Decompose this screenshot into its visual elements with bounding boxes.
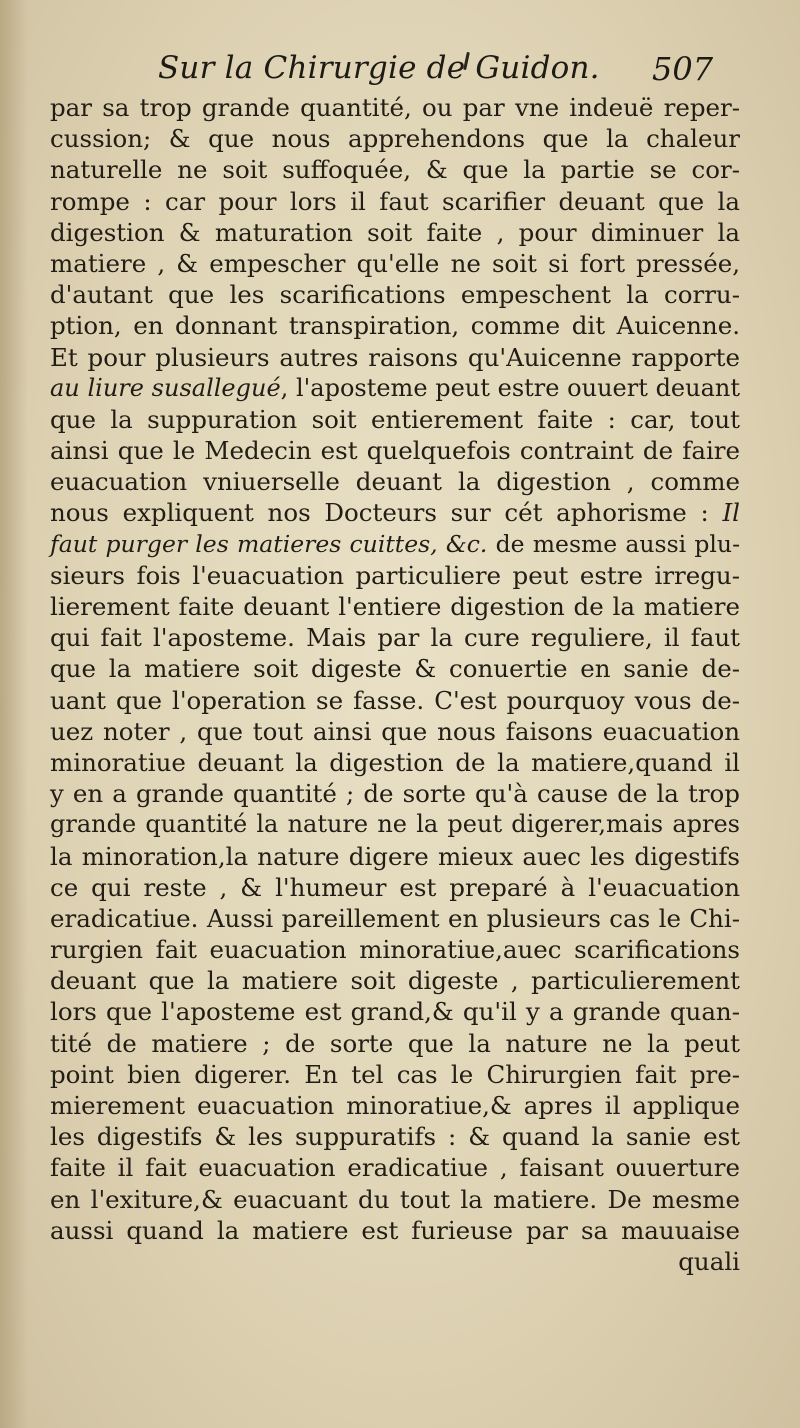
running-title: Sur la Chirurgie de Guidon.	[158, 50, 600, 86]
text-line	[50, 560, 740, 591]
text-run: naturelle ne soit suffoquée, & que la partie se cor-	[50, 155, 740, 185]
text-line	[50, 1059, 740, 1090]
text-run: tité de matiere ; de sorte que la nature ne la peut	[50, 1028, 740, 1058]
text-run: cussion; & que nous apprehendons que la chaleur	[50, 124, 740, 154]
text-line	[50, 373, 740, 404]
text-run: aussi quand la matiere est furieuse par sa mauuaise	[50, 1215, 740, 1245]
text-line	[50, 591, 740, 622]
text-run: quali	[678, 1246, 740, 1276]
text-run: rurgien fait euacuation minoratiue,auec scarifications	[50, 935, 740, 965]
text-run: grande quantité la nature ne la peut digerer,mais apres	[50, 810, 740, 839]
text-line	[50, 934, 740, 965]
text-run: faite il fait euacuation eradicatiue , faisant ouuerture	[50, 1153, 740, 1183]
text-run: y en a grande quantité ; de sorte qu'à cause de la trop	[50, 779, 740, 809]
text-line	[50, 841, 740, 872]
text-line	[50, 996, 740, 1027]
text-line	[50, 310, 740, 341]
text-line	[50, 1152, 740, 1183]
text-line	[50, 1246, 740, 1277]
text-line	[50, 778, 740, 809]
text-line	[50, 123, 740, 154]
italic-run: Il	[722, 498, 740, 528]
text-run: matiere , & empescher qu'elle ne soit si fort pressée,	[50, 248, 740, 278]
text-line	[50, 622, 740, 653]
text-run: ainsi que le Medecin est quelquefois contraint de faire	[50, 436, 740, 466]
italic-run: au liure susallegué	[50, 373, 281, 402]
text-run: euacuation vniuerselle deuant la digestion , comme	[50, 467, 740, 497]
text-run: les digestifs & les suppuratifs : & quand la sanie est	[50, 1122, 740, 1152]
text-run: minoratiue deuant la digestion de la matiere,quand il	[50, 747, 740, 777]
text-run: uant que l'operation se fasse. C'est pourquoy vous de-	[50, 685, 740, 715]
text-line	[50, 404, 740, 435]
italic-run: faut purger les matieres cuittes, &c.	[50, 529, 488, 558]
text-line	[50, 1090, 740, 1121]
text-run: la minoration,la nature digere mieux auec les digestifs	[50, 841, 740, 871]
text-run: ption, en donnant transpiration, comme dit Auicenne.	[50, 311, 740, 341]
text-line	[50, 716, 740, 747]
text-line	[50, 903, 740, 934]
text-line	[50, 1184, 740, 1215]
text-run: de mesme aussi plu-	[487, 529, 741, 558]
text-run: Et pour plusieurs autres raisons qu'Auicenne rapporte	[50, 342, 740, 372]
text-run: point bien digerer. En tel cas le Chirurgien fait pre-	[50, 1059, 740, 1089]
text-line	[50, 1028, 740, 1059]
text-run: uez noter , que tout ainsi que nous faisons euacuation	[50, 716, 740, 746]
text-line	[50, 1121, 740, 1152]
text-run: digestion & maturation soit faite , pour diminuer la	[50, 217, 740, 247]
text-run: en l'exiture,& euacuant du tout la matiere. De mesme	[50, 1184, 740, 1214]
text-line	[50, 466, 740, 497]
text-run: deuant que la matiere soit digeste , particulierement	[50, 966, 740, 996]
text-run: mierement euacuation minoratiue,& apres il applique	[50, 1091, 740, 1120]
text-run: que la suppuration soit entierement faite : car, tout	[50, 404, 740, 434]
body-text	[50, 92, 740, 1277]
text-run: lierement faite deuant l'entiere digestion de la matiere	[50, 592, 740, 621]
text-line	[50, 92, 740, 123]
text-run: , l'aposteme peut estre ouuert deuant	[280, 373, 740, 402]
page-number: 507	[652, 50, 714, 88]
text-line	[50, 186, 740, 217]
text-line	[50, 809, 740, 840]
text-run: rompe : car pour lors il faut scarifier deuant que la	[50, 186, 740, 216]
text-line	[50, 872, 740, 903]
text-run: nous expliquent nos Docteurs sur cét aphorisme :	[50, 498, 723, 528]
text-line	[50, 685, 740, 716]
text-line	[50, 342, 740, 373]
text-line	[50, 279, 740, 310]
text-run: eradicatiue. Aussi pareillement en plusieurs cas le Chi-	[50, 903, 740, 933]
text-line	[50, 435, 740, 466]
running-head	[0, 48, 800, 96]
text-run: sieurs fois l'euacuation particuliere peut estre irregu-	[50, 560, 740, 590]
text-line	[50, 965, 740, 996]
text-line	[50, 497, 740, 528]
text-line	[50, 217, 740, 248]
text-run: lors que l'aposteme est grand,& qu'il y a grande quan-	[50, 997, 740, 1027]
text-run: qui fait l'aposteme. Mais par la cure reguliere, il faut	[50, 623, 740, 653]
text-line	[50, 154, 740, 185]
text-line	[50, 653, 740, 684]
text-run: par sa trop grande quantité, ou par vne indeuë reper-	[50, 93, 740, 122]
text-line	[50, 747, 740, 778]
text-line	[50, 1215, 740, 1246]
text-line	[50, 248, 740, 279]
text-line	[50, 529, 740, 560]
text-run: ce qui reste , & l'humeur est preparé à l'euacuation	[50, 872, 740, 902]
text-run: que la matiere soit digeste & conuertie en sanie de-	[50, 654, 740, 684]
text-run: d'autant que les scarifications empeschent la corru-	[50, 280, 740, 310]
